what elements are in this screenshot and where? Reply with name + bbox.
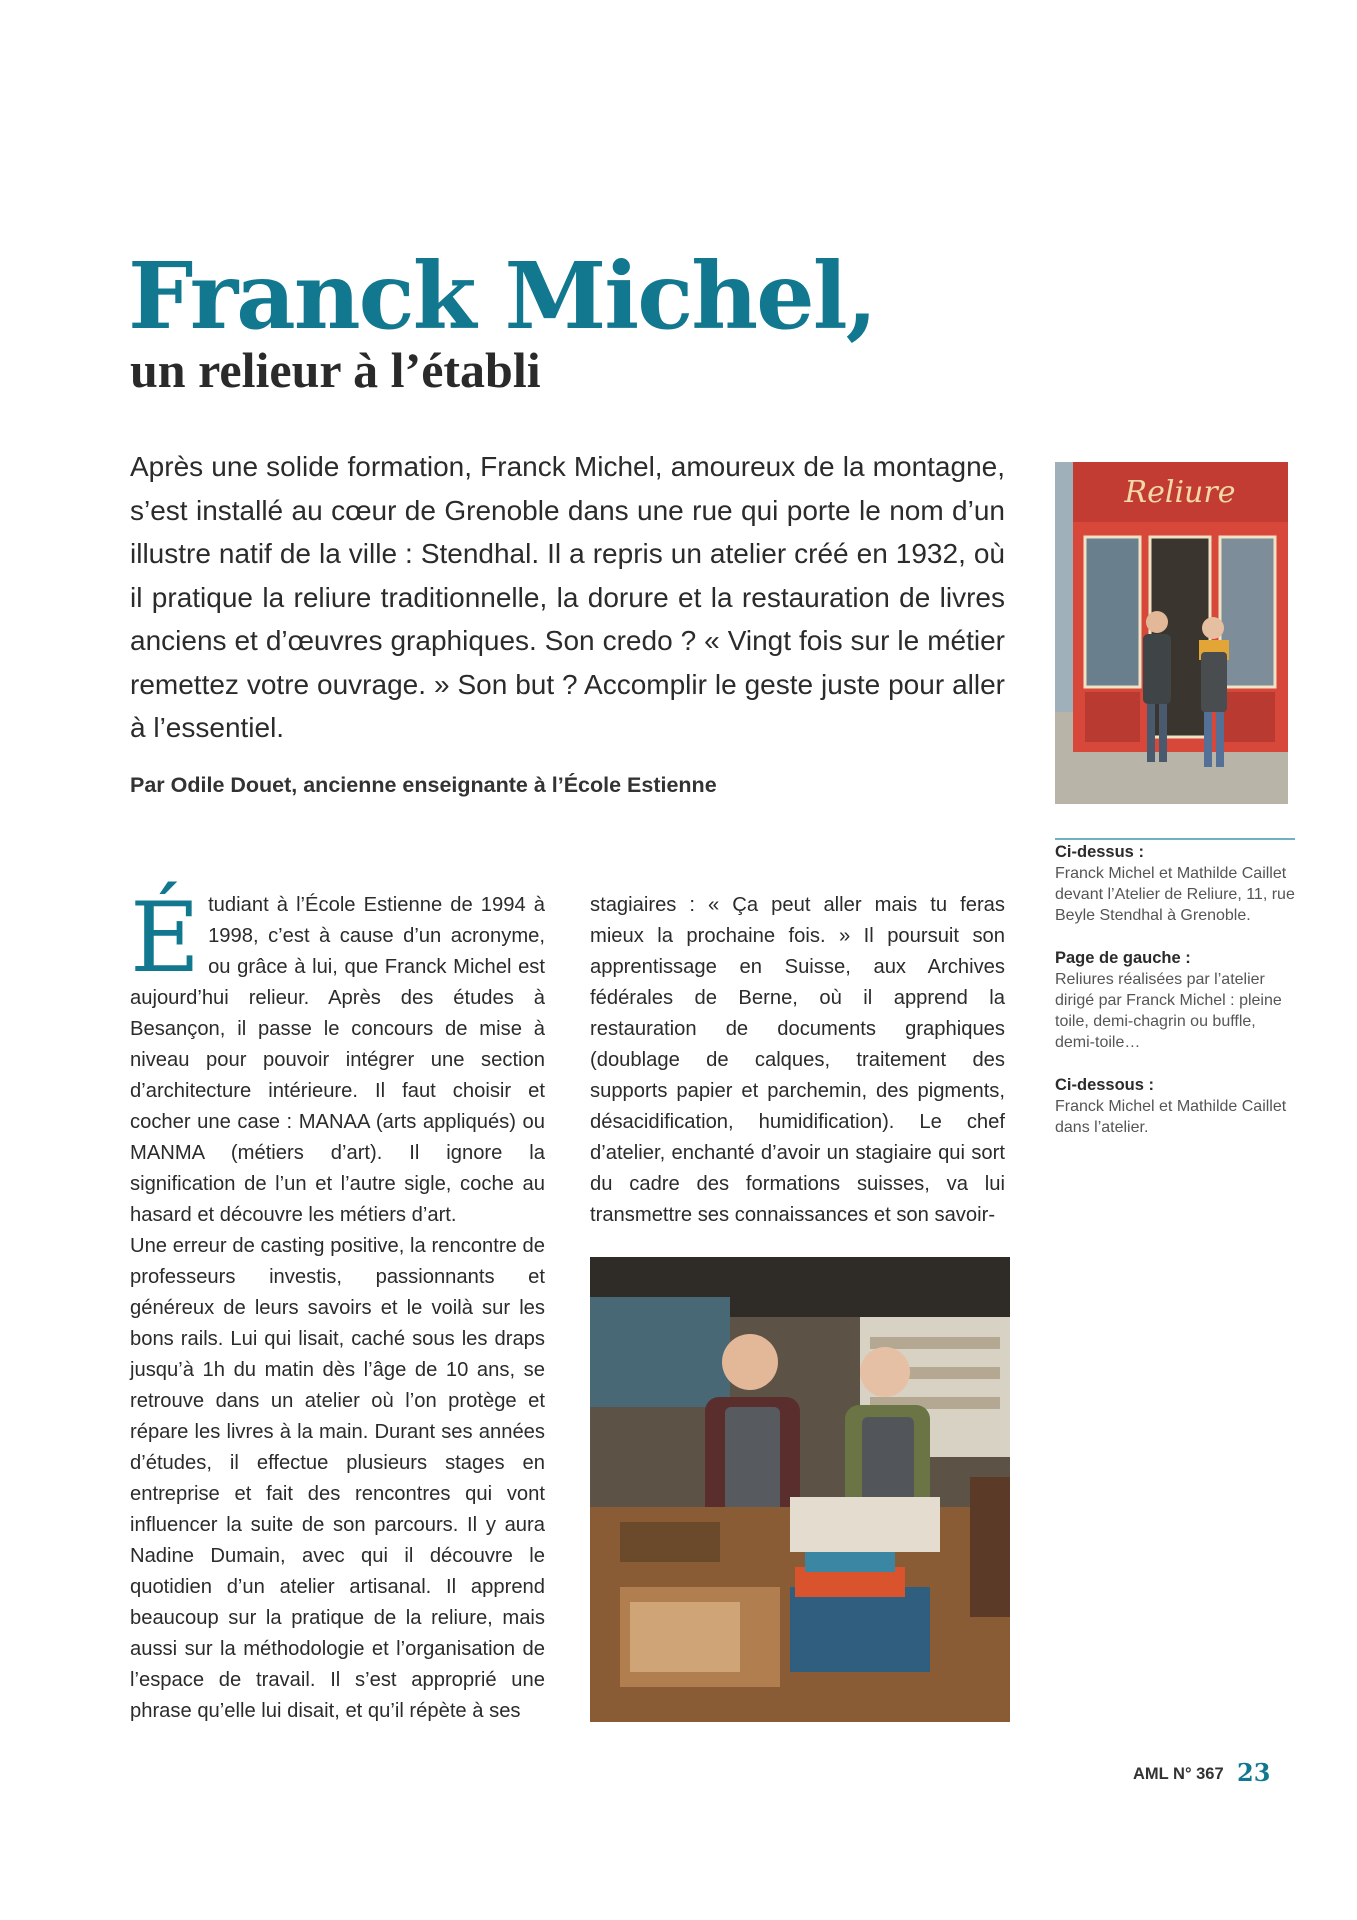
- caption-text: Franck Michel et Mathilde Caillet dans l’atelier.: [1055, 1098, 1287, 1136]
- article-title: Franck Michel,: [128, 242, 876, 350]
- article-column-left: [130, 882, 545, 1727]
- article-paragraph: [130, 882, 545, 1231]
- shop-sign-text: Reliure: [1124, 475, 1236, 510]
- byline: Par Odile Douet, ancienne enseignante à l’École Estienne: [130, 773, 717, 797]
- caption-heading: Page de gauche :: [1055, 949, 1191, 967]
- caption-text: Reliures réalisées par l’atelier dirigé par Franck Michel : pleine toile, demi-chagrin ou buffle, demi-toile…: [1055, 971, 1282, 1051]
- article-text: tudiant à l’École Estienne de 1994 à 1998, c’est à cause d’un acronyme, ou grâce à lui, que Franck Michel est aujourd’hui relieur. Après des études à Besançon, il passe le concours de mise à niveau pour pouvoir intégrer une section d’architecture intérieure. Il faut choisir et cocher une case : MANAA (arts appliqués) ou MANMA (métiers d’art). Il ignore la signification de l’un et l’autre sigle, coche au hasard et découvre les métiers d’art.: [130, 894, 545, 1226]
- drop-cap: É: [130, 882, 201, 994]
- caption-left-page: [1055, 948, 1295, 1053]
- lead-paragraph: Après une solide formation, Franck Michel, amoureux de la montagne, s’est installé au cœur de Grenoble dans une rue qui porte le nom d’un illustre natif de la ville : Stendhal. Il a repris un atelier créé en 1932, où il pratique la reliure traditionnelle, la dorure et la restauration de livres anciens et d’œuvres graphiques. Son credo ? « Vingt fois sur le métier remettez votre ouvrage. » Son but ? Accomplir le geste juste pour aller à l’essentiel.: [130, 451, 1005, 743]
- caption-text: Franck Michel et Mathilde Caillet devant l’Atelier de Reliure, 11, rue Beyle Stendhal à Grenoble.: [1055, 865, 1295, 924]
- caption-heading: Ci-dessus :: [1055, 843, 1144, 861]
- caption-below: [1055, 1075, 1295, 1138]
- article-column-right: [590, 890, 1005, 1231]
- magazine-issue: AML N° 367: [1133, 1765, 1224, 1783]
- article-paragraph: stagiaires : « Ça peut aller mais tu feras mieux la prochaine fois. » Il poursuit son apprentissage en Suisse, aux Archives fédérales de Berne, où il apprend la restauration de documents graphiques (doublage de calques, traitement des supports papier et parchemin, des pigments, désacidification, humidification). Le chef d’atelier, enchanté d’avoir un stagiaire qui sort du cadre des formations suisses, va lui transmettre ses connaissances et son savoir-: [590, 894, 1005, 1226]
- shop-front-photo: [1055, 462, 1288, 804]
- page-number: 23: [1237, 1758, 1271, 1787]
- article-subtitle: un relieur à l’établi: [130, 342, 541, 398]
- caption-above: [1055, 842, 1295, 926]
- caption-heading: Ci-dessous :: [1055, 1076, 1155, 1094]
- workshop-photo: [590, 1257, 1010, 1722]
- photo-captions: [1055, 838, 1295, 1160]
- article-paragraph: Une erreur de casting positive, la rencontre de professeurs investis, passionnants et généreux de leurs savoirs et le voilà sur les bons rails. Lui qui lisait, caché sous les draps jusqu’à 1h du matin dès l’âge de 10 ans, se retrouve dans un atelier où l’on protège et répare les livres à la main. Durant ses années d’études, il effectue plusieurs stages en entreprise et fait des rencontres qui vont influencer la suite de son parcours. Il y aura Nadine Dumain, avec qui il découvre le quotidien d’un atelier artisanal. Il apprend beaucoup sur la pratique de la reliure, mais aussi sur la méthodologie et l’organisation de l’espace de travail. Il s’est approprié une phrase qu’elle lui disait, et qu’il répète à ses: [130, 1235, 545, 1722]
